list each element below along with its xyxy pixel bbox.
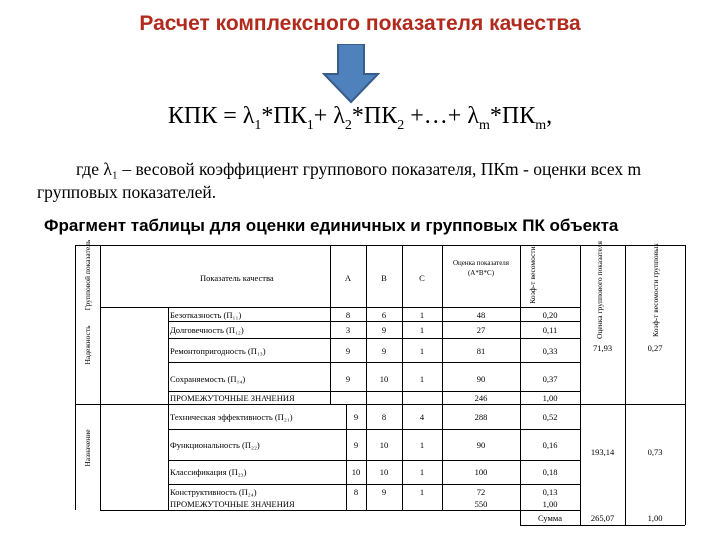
header-group-score: Оценка группового показателя [595,240,604,340]
row-weight: 0,18 [542,467,558,477]
row-score: 48 [476,310,486,320]
row-a: 9 [345,374,351,384]
header-b: В [381,273,387,283]
group1-score: 71,93 [592,343,613,353]
intermediate-score: 246 [474,393,488,403]
group2-weight: 0,73 [647,447,663,457]
row-a: 3 [345,325,351,335]
row-weight: 0,11 [542,325,558,335]
group1-weight: 0,27 [647,343,663,353]
header-score: Оценка показателя (А*В*С) [452,259,510,277]
formula-explanation: где λ₁ – весовой коэффициент группового показателя, ПКm - оценки всех m групповых показателей. [37,159,642,202]
row-score: 72 [476,487,486,497]
sum-label: Сумма [537,513,563,523]
header-group-weight: Коэф-т весомости групповых [651,243,660,337]
row-score: 81 [476,346,486,356]
header-c: С [419,273,425,283]
row-b: 9 [381,325,387,335]
row-a: 9 [353,440,359,450]
row-b: 9 [381,487,387,497]
row-b: 10 [379,440,389,450]
row-name: Сохраняемость (П₁₄) [170,374,246,384]
row-b: 10 [379,374,389,384]
page-title: Расчет комплексного показателя качества [139,12,581,35]
row-weight: 0,52 [542,412,558,422]
row-a: 9 [345,346,351,356]
row-score: 27 [476,325,486,335]
row-weight: 0,20 [542,310,558,320]
header-a: А [344,273,352,283]
down-arrow-icon [322,44,380,104]
sum-weight: 1,00 [647,513,663,523]
row-b: 6 [381,310,387,320]
row-b: 9 [381,346,387,356]
row-score: 288 [474,412,488,422]
row-score: 90 [476,374,486,384]
row-name: Долговечность (П₁₂) [170,325,244,335]
row-c: 4 [419,412,425,422]
row-weight: 0,33 [542,346,558,356]
row-name: Функциональность (П₂₂) [170,440,260,450]
row-name: Ремонтопригодность (П₁₃) [170,346,266,356]
row-weight: 0,37 [542,374,558,384]
intermediate-weight: 1,00 [542,393,558,403]
intermediate-score: 550 [474,499,488,509]
row-a: 8 [345,310,351,320]
row-score: 90 [476,440,486,450]
group-purpose-label: Назначение [83,429,92,467]
row-c: 1 [419,310,425,320]
header-group-indicator: Групповой показатель [83,239,92,311]
row-name: Классификация (П₂₃) [170,467,247,477]
header-weight: Коэф-т весомости [528,246,537,304]
group-reliability-label: Надежность [83,325,92,365]
row-name: Безотказность (П₁₁) [170,310,242,320]
sum-score: 265,07 [590,513,615,523]
intermediate-weight: 1,00 [542,499,558,509]
row-score: 100 [474,467,488,477]
formula: КПК = $\lambda_1*ПК_1+ \lambda_2*ПК_2$ +…+ $\lambda_m*ПК_m$, [167,103,553,133]
row-name: Техническая эффективность (П₂₁) [170,412,293,422]
group2-score: 193,14 [590,447,615,457]
row-c: 1 [419,440,425,450]
intermediate-label: ПРОМЕЖУТОЧНЫЕ ЗНАЧЕНИЯ [170,393,295,403]
row-a: 9 [353,412,359,422]
row-weight: 0,13 [542,487,558,497]
row-b: 10 [379,467,389,477]
row-c: 1 [419,325,425,335]
row-b: 8 [381,412,387,422]
row-c: 1 [419,374,425,384]
row-a: 8 [353,487,359,497]
row-c: 1 [419,487,425,497]
row-c: 1 [419,346,425,356]
row-name: Конструктивность (П₂₄) [170,487,257,497]
row-c: 1 [419,467,425,477]
intermediate-label: ПРОМЕЖУТОЧНЫЕ ЗНАЧЕНИЯ [170,499,295,509]
row-weight: 0,16 [542,440,558,450]
header-indicator: Показатель качества [200,273,274,283]
table-subtitle: Фрагмент таблицы для оценки единичных и групповых ПК объекта [44,216,619,235]
row-a: 10 [351,467,361,477]
